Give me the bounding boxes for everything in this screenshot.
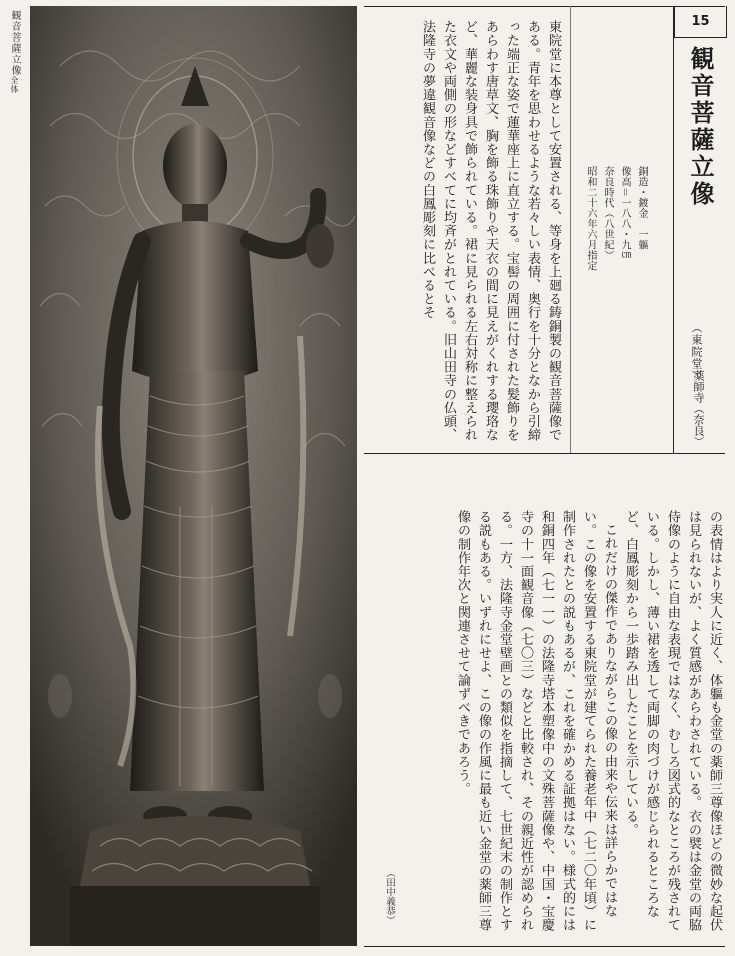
photo-side-caption xyxy=(6,10,22,94)
artwork-location: （東院堂） xyxy=(690,322,703,382)
artwork-owner: 薬師寺（奈良） xyxy=(692,370,705,447)
meta-height: 像高＝一八八・九㎝ xyxy=(619,166,630,261)
artwork-title: 観音菩薩立像 xyxy=(686,46,715,208)
meta-column-rule xyxy=(570,6,571,453)
statue-illustration xyxy=(30,6,357,946)
description-paragraph: の表情はより実人に近く、体軀も金堂の薬師三尊像ほどの微妙な起伏は見られないが、よく質感があらわされている。衣の襞は金堂の両脇侍像のように自由な表現ではなく、むしろ図式的なところが残されている。しかし、薄い裙を透して両脚の肉づけが感じられるところなど、白鳳彫刻から一歩踏み出したことを示している。 xyxy=(623,510,722,932)
frame-middle-rule xyxy=(364,453,725,454)
meta-material: 銅造・鍍金 一軀 xyxy=(636,166,647,250)
meta-designation: 昭和二十六年六月指定 xyxy=(585,166,596,271)
artwork-metadata xyxy=(582,166,650,436)
title-column-rule xyxy=(673,6,674,453)
description-upper: 東院堂に本尊として安置される、等身を上廻る鋳銅製の観音菩薩像である。青年を思わせるような若々しい表情、奥行を十分となから引締った端正な姿で蓮華座上に直立する。宝髻の周囲に付された髪飾りをあらわす唐草文、胸を飾る珠飾りや天衣の間に見えがくれする瓔珞など、華麗な装身具で飾られている。裙に見られる左右対称に整えられた衣文や両側の形などすべてに均斉がとれている。旧山田寺の仏頭、法隆寺の夢違観音像などの白鳳彫刻に比べるとそ xyxy=(420,20,561,442)
frame-top-rule xyxy=(364,6,725,7)
page-number: 15 xyxy=(674,6,727,38)
author-credit: （田中義恭） xyxy=(384,868,395,925)
side-caption-main: 観音菩薩立像 xyxy=(9,10,20,76)
meta-period: 奈良時代（八世紀） xyxy=(602,166,613,261)
description-paragraph: これだけの傑作でありながらこの像の由来や伝来は詳らかではない。この像を安置する東院堂が建てられた養老年中（七二〇年頃）に制作されたとの説もあるが、これを確かめる証拠はない。様式的には和銅四年（七一一）の法隆寺塔本塑像中の文殊菩薩像や、中国・宝慶寺の十一面観音像（七〇三）などと比較され、その親近性が認められる。一方、法隆寺金堂壁画との類似を指摘して、七世紀末の制作とする説もある。いずれにせよ、この像の作風に最も近い金堂の薬師三尊像の制作年次と関連させて論ずべきであろう。 xyxy=(455,510,617,932)
side-caption-small: 全体 xyxy=(10,76,19,94)
frame-bottom-rule xyxy=(364,946,725,947)
description-lower xyxy=(380,510,725,935)
statue-photograph xyxy=(30,6,357,946)
